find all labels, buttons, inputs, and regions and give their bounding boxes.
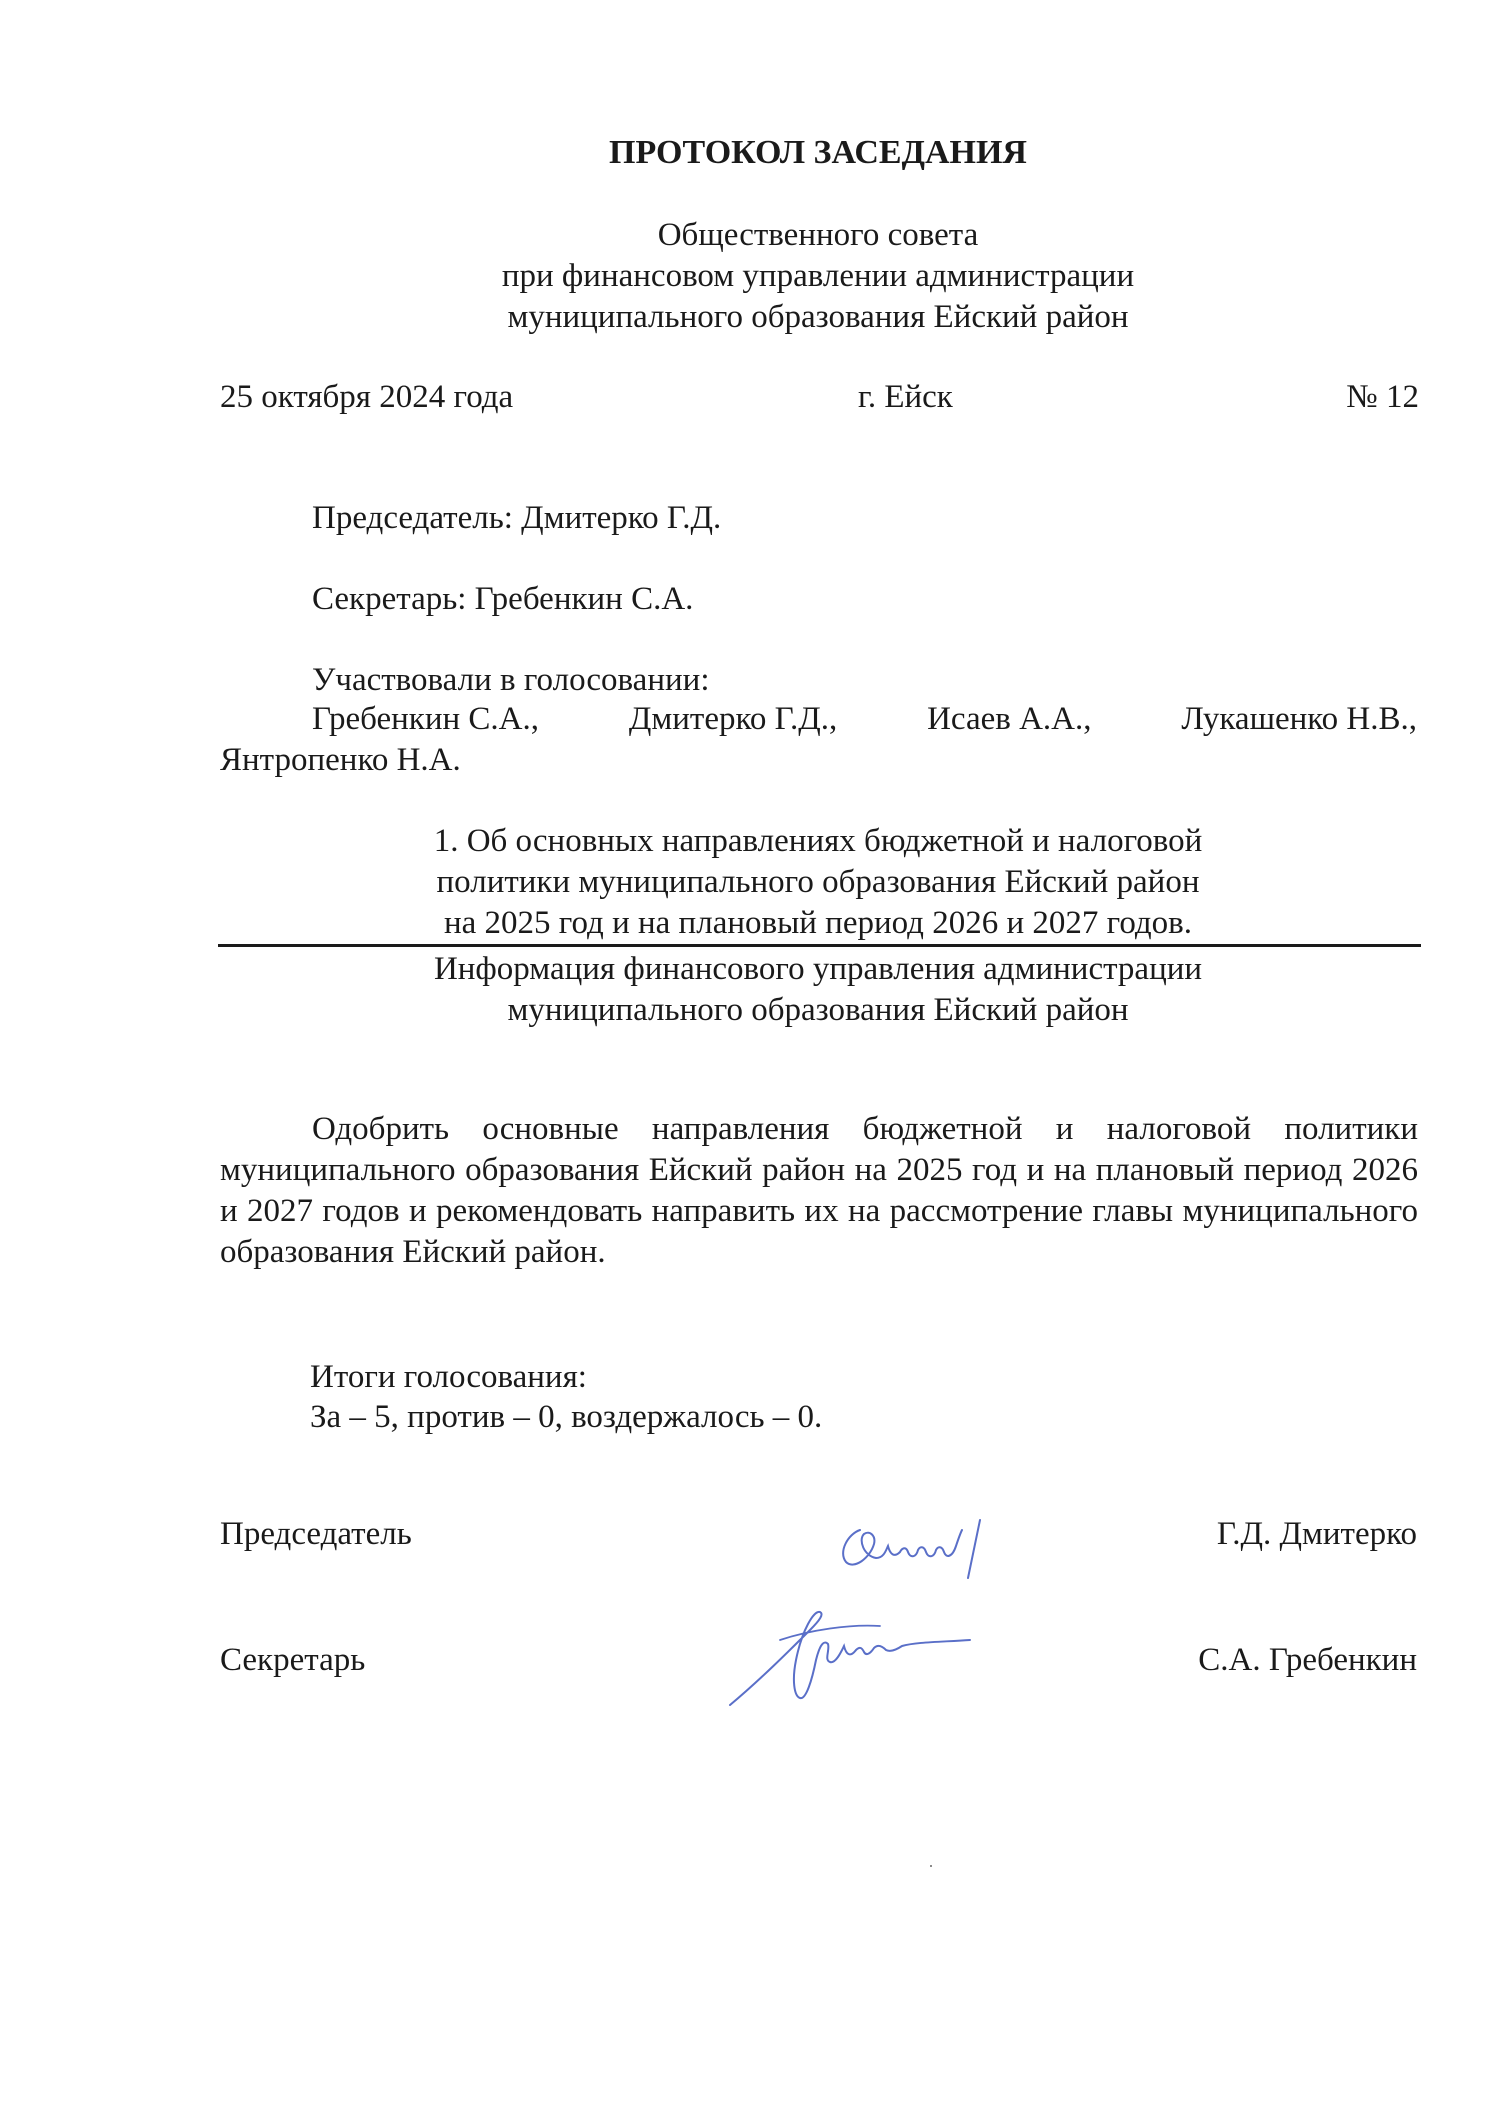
meeting-city: г. Ейск [858, 379, 953, 415]
decision-block [220, 1109, 1418, 1273]
secretary-signature-name: С.А. Гребенкин [1198, 1642, 1417, 1678]
voted-label: Участвовали в голосовании: [312, 662, 710, 698]
results-heading: Итоги голосования: [310, 1359, 587, 1395]
agenda-item-line-2: политики муниципального образования Ейский район [436, 864, 1200, 900]
meeting-date: 25 октября 2024 года [220, 379, 514, 415]
document-title: ПРОТОКОЛ ЗАСЕДАНИЯ [609, 134, 1027, 171]
chair-signature-name: Г.Д. Дмитерко [1216, 1516, 1417, 1552]
participant-2: Дмитерко Г.Д., [628, 701, 838, 737]
participants-list [312, 700, 1417, 740]
secretary-line: Секретарь: Гребенкин С.А. [312, 581, 694, 617]
subtitle-line-2: при финансовом управлении администрации [501, 258, 1135, 294]
agenda-item-line-3: на 2025 год и на плановый период 2026 и 2027 годов. [443, 905, 1193, 941]
subtitle-line-3: муниципального образования Ейский район [507, 299, 1129, 335]
participant-3: Исаев А.А., [927, 701, 1092, 737]
scan-speck [930, 1865, 932, 1867]
info-line-2: муниципального образования Ейский район [507, 992, 1129, 1028]
chair-line: Председатель: Дмитерко Г.Д. [312, 500, 722, 536]
chair-signature-image [830, 1500, 1010, 1590]
agenda-item-line-1: 1. Об основных направлениях бюджетной и налоговой [433, 823, 1203, 859]
decision-text: Одобрить основные направления бюджетной и налоговой политики муниципального образования Ейский район на 2025 год и на плановый период 2026 и 2027 годов и рекомендовать направить их на рассмотрение главы муниципального образования Ейский район. [220, 1111, 1418, 1270]
secretary-signature-role: Секретарь [220, 1642, 366, 1678]
horizontal-rule [218, 944, 1421, 947]
participant-5: Янтропенко Н.А. [220, 742, 461, 778]
secretary-signature-image [720, 1600, 980, 1720]
info-line-1: Информация финансового управления администрации [433, 951, 1203, 987]
participant-4: Лукашенко Н.В., [1181, 701, 1417, 737]
participant-1: Гребенкин С.А., [312, 701, 540, 737]
protocol-number: № 12 [1346, 379, 1419, 415]
subtitle-line-1: Общественного совета [657, 217, 979, 253]
results-values: За – 5, против – 0, воздержалось – 0. [310, 1399, 823, 1435]
chair-signature-role: Председатель [220, 1516, 412, 1552]
